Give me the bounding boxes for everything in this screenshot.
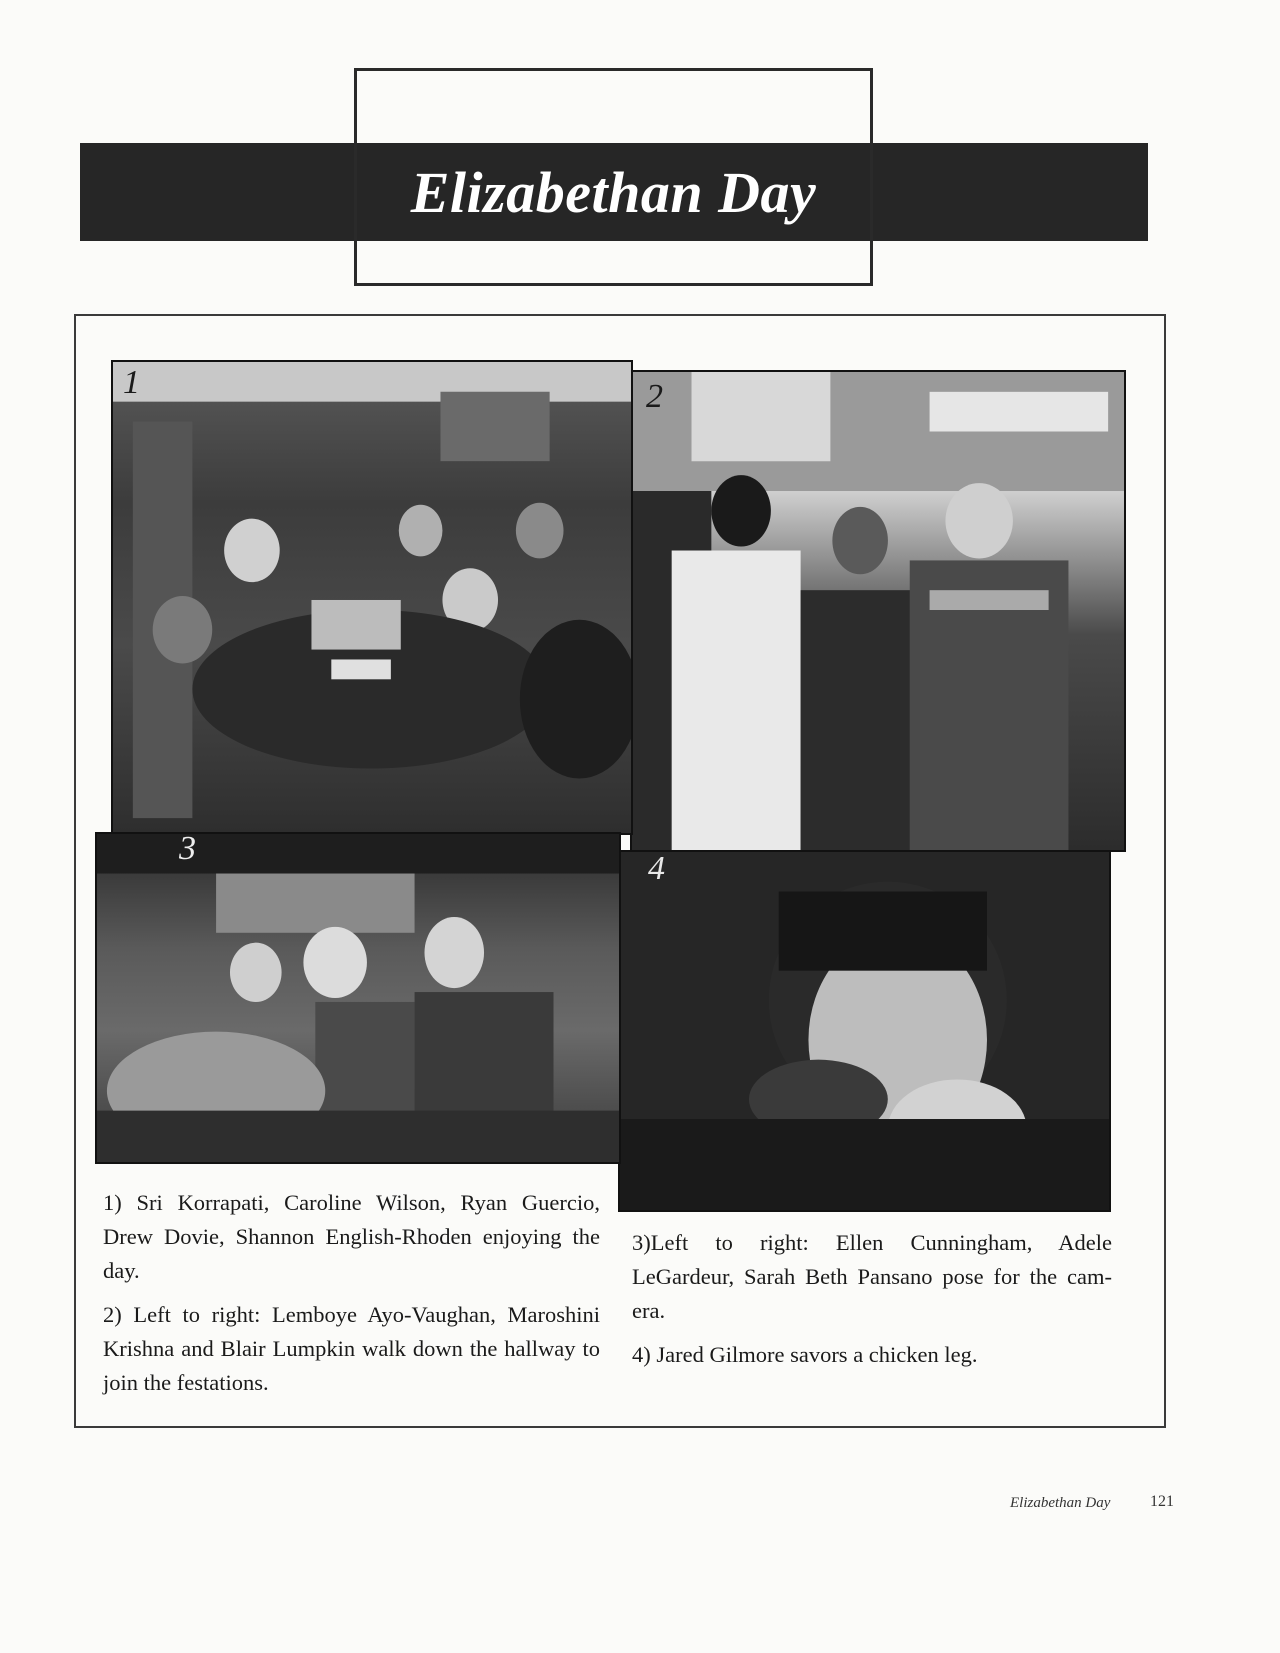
photo-3-image [97,834,619,1162]
caption-right [632,1226,1112,1382]
photo-3 [95,832,621,1164]
photo-2-number: 2 [646,378,663,415]
photo-3-number: 3 [179,832,196,867]
caption-4: 4) Jared Gilmore savors a chicken leg. [632,1342,978,1367]
photo-1 [111,360,633,835]
page-title: Elizabethan Day [410,159,817,225]
caption-1: 1) Sri Korrapati, Caroline Wilson, Ryan Guercio, Drew Dovie, Shannon English-Rhoden enjoying the day. [103,1190,600,1283]
page-number: 121 [1150,1493,1174,1510]
photo-4-number: 4 [648,850,665,887]
photo-4-image [620,852,1109,1210]
photo-2 [630,370,1126,852]
title-box [354,143,873,241]
photo-1-image [113,362,631,833]
photo-1-number: 1 [123,364,140,401]
footer-section-title: Elizabethan Day [1010,1495,1111,1511]
caption-2: 2) Left to right: Lemboye Ayo-Vaughan, Maroshini Krishna and Blair Lumpkin walk down the hallway to join the festations. [103,1302,600,1395]
caption-3: 3)Left to right: Ellen Cunningham, Adele LeGardeur, Sarah Beth Pansano pose for the cam-era. [632,1230,1112,1323]
caption-left [103,1186,600,1410]
photo-4 [618,850,1111,1212]
photo-2-image [632,372,1124,850]
